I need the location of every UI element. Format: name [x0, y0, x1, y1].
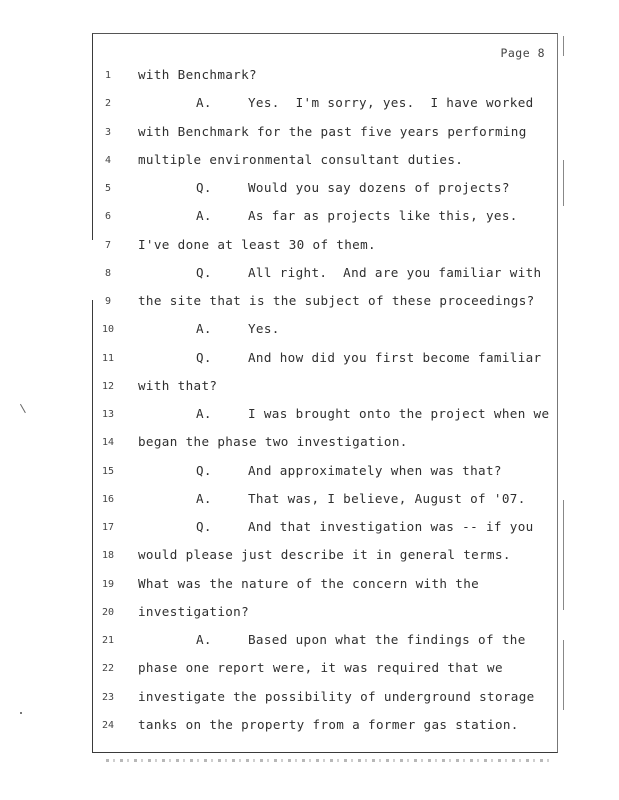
line-text — [138, 576, 479, 591]
line-content: Would you say dozens of projects? — [248, 180, 510, 195]
line-text — [196, 350, 542, 365]
line-text — [196, 632, 526, 647]
transcript-line — [0, 406, 619, 426]
transcript-line — [0, 604, 619, 624]
transcript-line — [0, 463, 619, 483]
line-text — [138, 378, 217, 393]
transcript-line — [0, 124, 619, 144]
line-content: investigate the possibility of underground storage — [138, 688, 535, 704]
line-text — [138, 124, 527, 139]
page-number: Page 8 — [500, 46, 545, 60]
line-number: 3 — [104, 126, 112, 138]
line-text — [196, 406, 549, 421]
line-content: I've done at least 30 of them. — [138, 236, 376, 252]
line-number: 18 — [101, 550, 115, 562]
line-number: 9 — [104, 296, 112, 307]
line-content: What was the nature of the concern with the — [138, 575, 480, 591]
margin-mark — [563, 160, 564, 206]
line-text — [138, 293, 535, 308]
line-content: with Benchmark? — [138, 67, 257, 82]
line-text — [196, 463, 502, 478]
transcript-line — [0, 519, 619, 539]
line-number: 24 — [101, 719, 115, 731]
scan-noise — [106, 759, 554, 762]
margin-mark — [563, 500, 564, 610]
line-content: multiple environmental consultant duties. — [138, 151, 464, 167]
line-number: 2 — [104, 98, 112, 110]
line-content: began the phase two investigation. — [138, 434, 408, 450]
line-text — [196, 491, 526, 506]
line-text — [196, 208, 518, 223]
line-text — [138, 547, 511, 562]
line-text — [196, 95, 534, 110]
transcript-line — [0, 95, 619, 115]
line-content: would please just describe it in general terms. — [138, 547, 511, 563]
speaker-label: A. — [196, 321, 212, 337]
transcript-line — [0, 378, 619, 398]
transcript-line — [0, 180, 619, 200]
speaker-label: Q. — [196, 264, 212, 280]
transcript-line — [0, 660, 619, 680]
line-number: 23 — [101, 691, 115, 703]
margin-mark — [563, 36, 564, 56]
line-content: And approximately when was that? — [248, 462, 502, 478]
transcript-line — [0, 321, 619, 341]
stray-dot — [20, 712, 22, 714]
line-text — [196, 180, 510, 195]
line-number: 5 — [104, 183, 112, 194]
line-text — [196, 265, 542, 280]
line-number: 6 — [104, 211, 112, 223]
line-number: 13 — [101, 409, 115, 420]
line-number: 4 — [104, 154, 112, 166]
line-number: 15 — [101, 465, 115, 477]
line-content: And that investigation was -- if you — [248, 519, 534, 534]
speaker-label: A. — [196, 406, 212, 421]
line-content: with that? — [138, 377, 218, 393]
line-content: phase one report were, it was required that we — [138, 660, 503, 676]
line-content: That was, I believe, August of '07. — [248, 490, 526, 506]
transcript-line — [0, 293, 619, 313]
line-number: 21 — [101, 635, 115, 646]
line-content: the site that is the subject of these proceedings? — [138, 293, 535, 308]
line-text — [138, 717, 519, 732]
line-text — [138, 434, 408, 449]
line-text — [196, 321, 280, 336]
transcript-line — [0, 434, 619, 454]
line-number: 1 — [104, 70, 112, 81]
speaker-label: Q. — [196, 462, 212, 478]
transcript-line — [0, 689, 619, 709]
transcript-line — [0, 237, 619, 257]
transcript-line — [0, 208, 619, 228]
speaker-label: A. — [196, 632, 212, 647]
speaker-label: A. — [196, 490, 212, 506]
line-content: Based upon what the findings of the — [248, 632, 526, 647]
speaker-label: Q. — [196, 519, 212, 534]
transcript-line — [0, 350, 619, 370]
speaker-label: A. — [196, 208, 212, 224]
line-content: Yes. — [248, 321, 280, 337]
transcript-line — [0, 547, 619, 567]
transcript-line — [0, 265, 619, 285]
line-number: 12 — [101, 380, 115, 392]
line-number: 8 — [104, 267, 112, 279]
line-number: 20 — [101, 606, 115, 618]
transcript-line — [0, 632, 619, 652]
speaker-label: A. — [196, 95, 212, 111]
line-text — [138, 689, 535, 704]
line-text — [138, 152, 463, 167]
line-content: And how did you first become familiar — [248, 349, 542, 365]
transcript-line — [0, 717, 619, 737]
line-number: 19 — [101, 578, 115, 590]
line-content: investigation? — [138, 603, 250, 619]
line-number: 17 — [101, 522, 115, 533]
line-content: All right. And are you familiar with — [248, 264, 542, 280]
speaker-label: Q. — [196, 180, 212, 195]
line-number: 11 — [101, 352, 115, 364]
margin-mark — [563, 640, 564, 710]
line-content: with Benchmark for the past five years performing — [138, 123, 527, 139]
line-number: 22 — [101, 663, 115, 675]
line-number: 16 — [101, 493, 115, 505]
line-text — [138, 67, 257, 82]
line-text — [138, 604, 249, 619]
line-number: 7 — [104, 239, 112, 251]
speaker-label: Q. — [196, 349, 212, 365]
line-text — [138, 237, 376, 252]
transcript-line — [0, 576, 619, 596]
transcript-line — [0, 67, 619, 87]
transcript-line — [0, 152, 619, 172]
line-content: As far as projects like this, yes. — [248, 208, 518, 224]
line-number: 14 — [101, 437, 115, 449]
line-text — [196, 519, 534, 534]
line-text — [138, 660, 503, 675]
line-content: Yes. I'm sorry, yes. I have worked — [248, 95, 534, 111]
line-content: I was brought onto the project when we — [248, 406, 550, 421]
transcript-line — [0, 491, 619, 511]
line-number: 10 — [101, 324, 115, 336]
line-content: tanks on the property from a former gas station. — [138, 716, 519, 732]
